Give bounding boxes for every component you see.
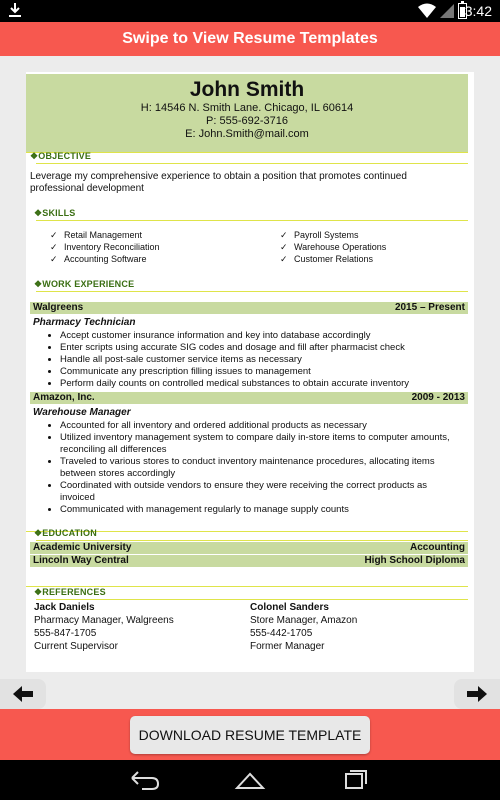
arrow-right-icon (467, 686, 487, 702)
school-name: Lincoln Way Central (33, 555, 129, 566)
recents-icon[interactable] (338, 768, 372, 792)
download-template-button[interactable]: DOWNLOAD RESUME TEMPLATE (130, 716, 370, 754)
name-block (26, 74, 468, 152)
home-icon[interactable] (233, 768, 267, 792)
reference-relation: Former Manager (250, 641, 325, 652)
job-dates: 2009 - 2013 (411, 392, 465, 403)
reference-name: Colonel Sanders (250, 602, 329, 613)
reference-phone: 555-847-1705 (34, 628, 97, 639)
previous-template-button[interactable] (0, 679, 46, 709)
list-item: ✓ Inventory Reconciliation (50, 242, 160, 252)
reference-title: Pharmacy Manager, Walgreens (34, 615, 174, 626)
list-item: • Communicated with management regularly to manage supply counts (60, 504, 462, 516)
job-dates: 2015 – Present (394, 302, 465, 313)
objective-heading: ❖OBJECTIVE (30, 151, 92, 161)
page-title: Swipe to View Resume Templates (0, 22, 500, 56)
job-company: Amazon, Inc. (33, 392, 95, 403)
divider (36, 220, 468, 221)
download-icon (8, 2, 22, 18)
divider (36, 291, 468, 292)
job-duties (46, 330, 462, 390)
work-heading: ❖WORK EXPERIENCE (34, 279, 135, 289)
list-item: • Utilized inventory management system to compare daily in-store items to computer amounts, reconciling all differences (60, 432, 462, 456)
reference-card (34, 601, 234, 653)
clock: 3:42 (464, 3, 492, 19)
list-item: • Perform daily counts on controlled medical substances to obtain accurate inventory (60, 378, 462, 390)
next-template-button[interactable] (454, 679, 500, 709)
resume-email: E: John.Smith@mail.com (185, 128, 309, 140)
resume-preview[interactable] (26, 72, 474, 672)
list-item: ✓ Customer Relations (280, 254, 374, 264)
school-name: Academic University (33, 542, 132, 553)
list-item: • Coordinated with outside vendors to ensure they were receiving the correct products as invoiced (60, 480, 462, 504)
resume-phone: P: 555-692-3716 (206, 115, 288, 127)
reference-relation: Current Supervisor (34, 641, 118, 652)
reference-title: Store Manager, Amazon (250, 615, 358, 626)
skills-list-left (50, 229, 250, 265)
divider (26, 152, 468, 153)
divider (36, 163, 468, 164)
list-item: • Traveled to various stores to conduct inventory maintenance procedures, allocating items between stores accordingly (60, 456, 462, 480)
check-icon: ✓ (280, 254, 288, 264)
list-item: • Accept customer insurance information and key into database accordingly (60, 330, 462, 342)
list-item: ✓ Accounting Software (50, 254, 147, 264)
job-header (30, 302, 468, 314)
list-item: • Accounted for all inventory and ordered additional products as necessary (60, 420, 462, 432)
education-heading: ❖EDUCATION (34, 528, 97, 538)
divider (36, 599, 468, 600)
reference-phone: 555-442-1705 (250, 628, 313, 639)
wifi-icon (418, 3, 436, 19)
reference-card (250, 601, 450, 653)
education-row (30, 555, 468, 567)
check-icon: ✓ (50, 242, 58, 252)
check-icon: ✓ (280, 242, 288, 252)
degree: High School Diploma (364, 555, 465, 566)
back-icon[interactable] (128, 768, 162, 792)
job-role: Pharmacy Technician (33, 317, 136, 328)
list-item: ✓ Payroll Systems (280, 230, 359, 240)
list-item: ✓ Retail Management (50, 230, 143, 240)
status-bar (0, 0, 500, 22)
check-icon: ✓ (50, 230, 58, 240)
check-icon: ✓ (280, 230, 288, 240)
degree: Accounting (410, 542, 465, 553)
resume-address: H: 14546 N. Smith Lane. Chicago, IL 60614 (140, 102, 354, 114)
skills-list-right (280, 229, 480, 265)
objective-text: Leverage my comprehensive experience to obtain a position that promotes continued professional development (30, 171, 407, 194)
references-heading: ❖REFERENCES (34, 587, 106, 597)
list-item: • Handle all post-sale customer service items as necessary (60, 354, 462, 366)
job-duties (46, 420, 462, 516)
action-bar (0, 709, 500, 760)
job-company: Walgreens (33, 302, 84, 313)
job-role: Warehouse Manager (33, 407, 131, 418)
divider (36, 540, 468, 541)
list-item: ✓ Warehouse Operations (280, 242, 387, 252)
arrow-left-icon (13, 686, 33, 702)
system-nav-bar (0, 760, 500, 800)
job-header (30, 392, 468, 404)
list-item: • Enter scripts using accurate SIG codes and dosage and fill after pharmacist check (60, 342, 462, 354)
check-icon: ✓ (50, 254, 58, 264)
skills-heading: ❖SKILLS (34, 208, 76, 218)
reference-name: Jack Daniels (34, 602, 95, 613)
education-row (30, 542, 468, 554)
list-item: • Communicate any prescription filling issues to management (60, 366, 462, 378)
signal-icon (440, 3, 454, 19)
resume-name: John Smith (189, 78, 305, 101)
